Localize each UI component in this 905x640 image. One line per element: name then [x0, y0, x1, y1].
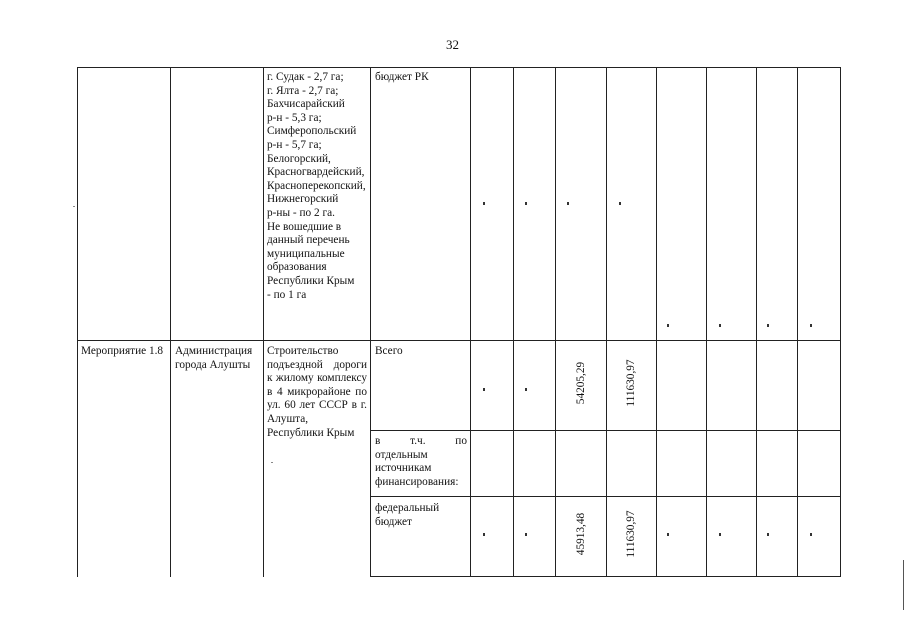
areas-line: р-н - 5,7 га; — [267, 138, 322, 151]
areas-line: Белогорский, — [267, 152, 331, 165]
table-border-right — [840, 67, 841, 577]
column-divider — [797, 67, 798, 577]
empty-value-mark — [667, 324, 669, 327]
empty-value-mark — [483, 533, 485, 536]
column-divider — [706, 67, 707, 577]
areas-line: г. Ялта - 2,7 га; — [267, 84, 339, 97]
total-value-b: 111630,97 — [625, 359, 637, 407]
areas-line: Бахчисарайский — [267, 98, 345, 111]
measure-description: Строительство подъездной дороги к жилому комплексу в 4 микрорайоне по ул. 60 лет СССР в г. Алушта, Республики Крым — [267, 345, 367, 439]
column-divider — [470, 67, 471, 577]
areas-line: Симферопольский — [267, 125, 357, 138]
total-value-a: 54205,29 — [575, 361, 587, 405]
scan-speck — [73, 206, 75, 207]
column-divider — [170, 67, 171, 577]
empty-value-mark — [525, 533, 527, 536]
empty-value-mark — [767, 533, 769, 536]
empty-value-mark — [719, 533, 721, 536]
empty-value-mark — [483, 202, 485, 205]
federal-value-b: 111630,97 — [625, 510, 637, 558]
table-border-left — [77, 67, 78, 577]
areas-line: р-н - 5,3 га; — [267, 111, 322, 124]
column-divider — [370, 67, 371, 577]
subrow-divider — [370, 496, 841, 497]
row-divider — [77, 340, 841, 341]
table-border-top — [77, 67, 841, 68]
column-divider — [756, 67, 757, 577]
empty-value-mark — [810, 324, 812, 327]
areas-line: - по 1 га — [267, 288, 307, 301]
measure-name: Мероприятие 1.8 — [81, 345, 164, 357]
areas-line: Не вошедшие в — [267, 220, 342, 233]
federal-budget-label: федеральный бюджет — [375, 502, 440, 528]
areas-line: Нижнегорский — [267, 193, 339, 206]
empty-value-mark — [525, 202, 527, 205]
empty-value-mark — [619, 202, 621, 205]
subrow-divider — [370, 430, 841, 431]
areas-line: образования — [267, 261, 327, 274]
scan-speck — [271, 462, 273, 463]
empty-value-mark — [667, 533, 669, 536]
column-divider — [263, 67, 264, 577]
scan-edge-artifact — [903, 560, 904, 610]
federal-value-a: 45913,48 — [575, 512, 587, 556]
column-divider — [555, 67, 556, 577]
empty-value-mark — [567, 202, 569, 205]
column-divider — [606, 67, 607, 577]
areas-line: данный перечень — [267, 234, 350, 247]
executor-name: Администрация города Алушты — [175, 345, 253, 371]
empty-value-mark — [810, 533, 812, 536]
empty-value-mark — [525, 388, 527, 391]
page-number: 32 — [446, 37, 459, 52]
areas-list — [267, 71, 367, 302]
empty-value-mark — [719, 324, 721, 327]
total-label: Всего — [375, 345, 403, 357]
areas-line: муниципальные — [267, 247, 345, 260]
areas-line: г. Судак - 2,7 га; — [267, 71, 344, 83]
areas-line: Красногвардейский, — [267, 166, 365, 179]
areas-line: р-ны - по 2 га. — [267, 206, 335, 219]
subrow-bottom — [370, 576, 841, 577]
areas-line: Красноперекопский, — [267, 179, 366, 192]
including-sources-label: в т.ч. по отдельным источникам финансирования: — [375, 435, 467, 488]
column-divider — [513, 67, 514, 577]
funding-source-label: бюджет РК — [375, 71, 429, 83]
areas-line: Республики Крым — [267, 274, 355, 287]
empty-value-mark — [483, 388, 485, 391]
empty-value-mark — [767, 324, 769, 327]
column-divider — [656, 67, 657, 577]
